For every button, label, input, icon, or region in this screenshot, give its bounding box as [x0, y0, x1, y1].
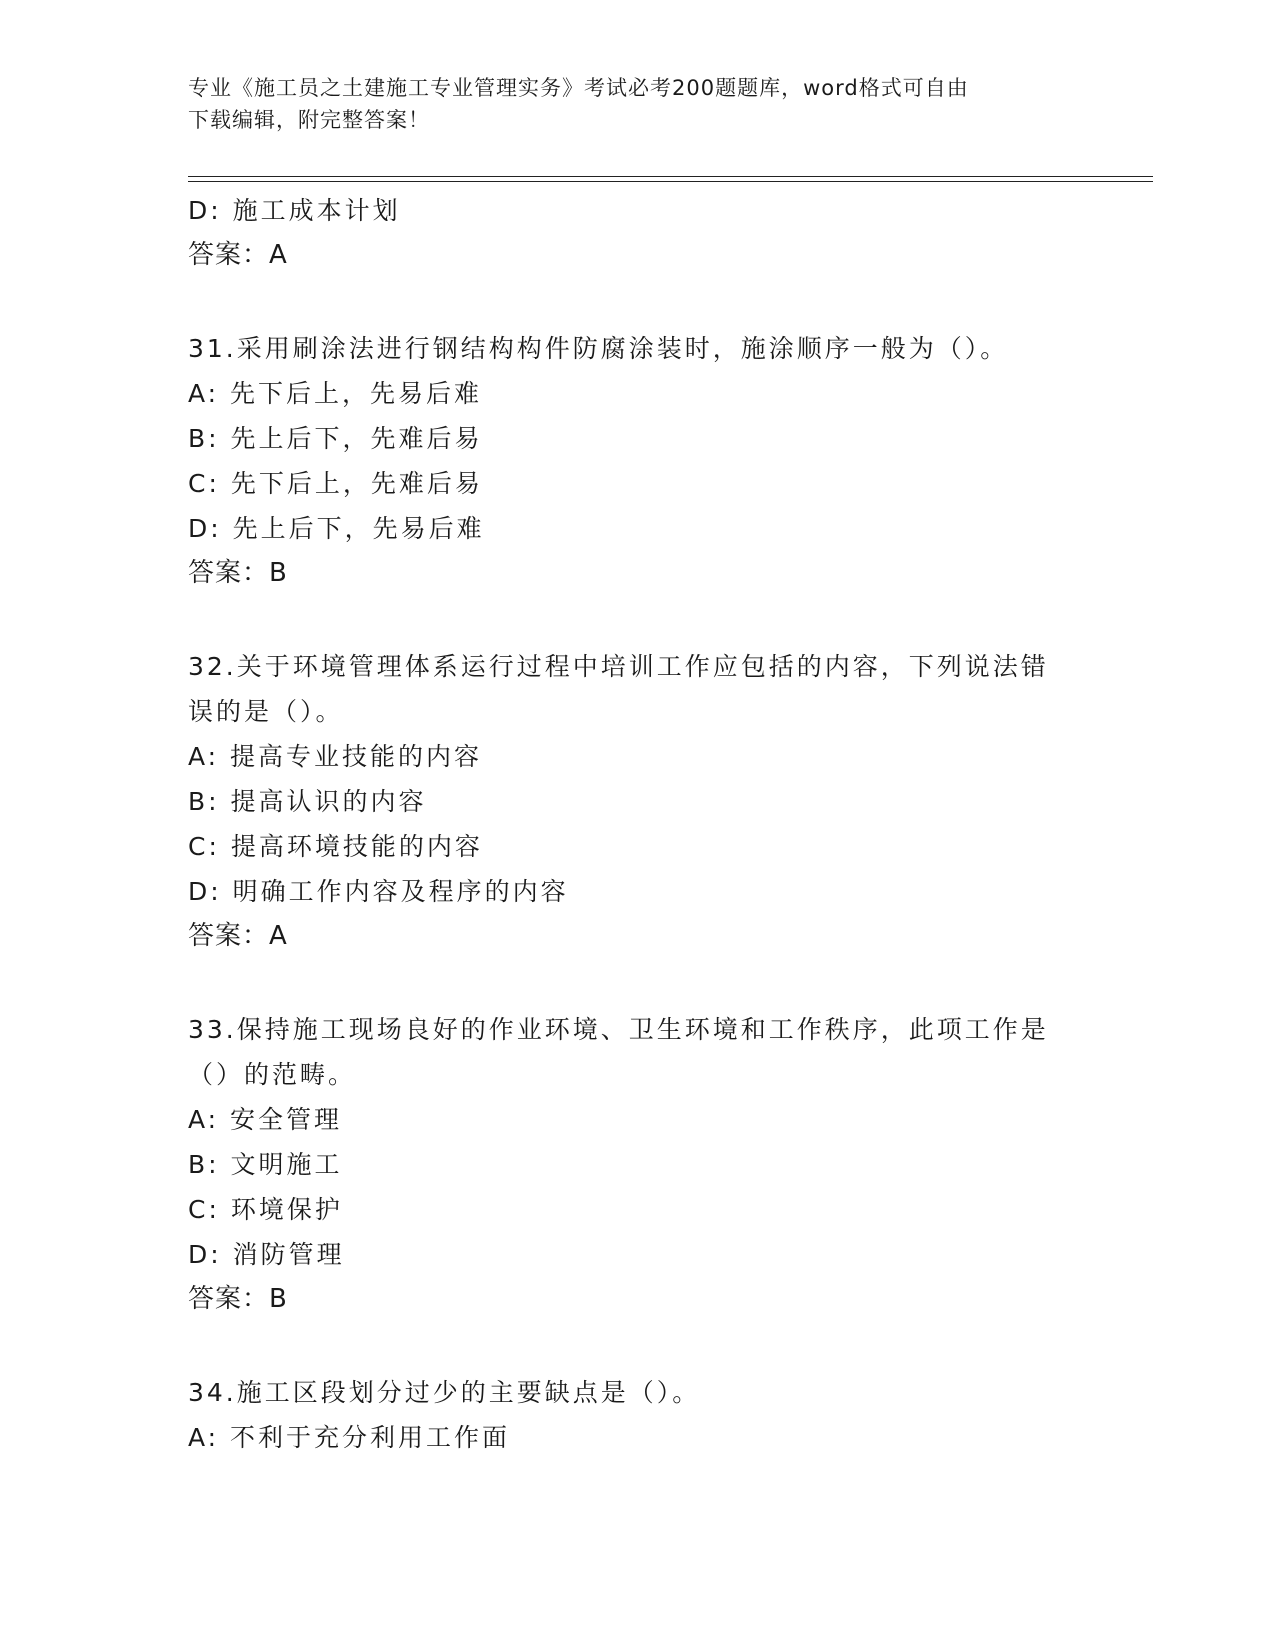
question-stem: 32.关于环境管理体系运行过程中培训工作应包括的内容，下列说法错	[188, 652, 1049, 681]
header-divider-bottom	[188, 181, 1153, 182]
option-c: C: 环境保护	[188, 1195, 343, 1224]
option-a: A: 不利于充分利用工作面	[188, 1423, 511, 1452]
answer-line: 答案：B	[188, 558, 288, 588]
option-d: D: 明确工作内容及程序的内容	[188, 877, 569, 906]
answer-line: 答案：A	[188, 240, 288, 270]
header-divider-top	[188, 176, 1153, 177]
option-c: C: 先下后上，先难后易	[188, 469, 483, 498]
option-a: A: 安全管理	[188, 1105, 343, 1134]
question-stem: 33.保持施工现场良好的作业环境、卫生环境和工作秩序，此项工作是	[188, 1015, 1049, 1044]
header-line-2: 下载编辑，附完整答案！	[188, 108, 430, 132]
question-stem-continued: （）的范畴。	[188, 1060, 357, 1089]
question-stem: 31.采用刷涂法进行钢结构构件防腐涂装时，施涂顺序一般为（）。	[188, 334, 1009, 363]
option-d: D: 消防管理	[188, 1240, 345, 1269]
question-32	[188, 644, 1088, 959]
question-stem: 34.施工区段划分过少的主要缺点是（）。	[188, 1378, 701, 1407]
question-34	[188, 1370, 1088, 1460]
question-31	[188, 326, 1088, 596]
option-a: A: 先下后上，先易后难	[188, 379, 483, 408]
option-c: C: 提高环境技能的内容	[188, 832, 483, 861]
option-a: A: 提高专业技能的内容	[188, 742, 483, 771]
document-header	[188, 72, 1088, 136]
answer-line: 答案：A	[188, 921, 288, 951]
option-b: B: 先上后下，先难后易	[188, 424, 483, 453]
question-stem-continued: 误的是（）。	[188, 697, 344, 726]
answer-line: 答案：B	[188, 1284, 288, 1314]
option-b: B: 提高认识的内容	[188, 787, 427, 816]
question-33	[188, 1007, 1088, 1322]
option-d: D: 先上后下，先易后难	[188, 514, 485, 543]
option-b: B: 文明施工	[188, 1150, 343, 1179]
question-list	[188, 188, 1088, 1460]
option-d: D: 施工成本计划	[188, 196, 401, 225]
header-line-1: 专业《施工员之土建施工专业管理实务》考试必考200题题库，word格式可自由	[188, 76, 969, 100]
